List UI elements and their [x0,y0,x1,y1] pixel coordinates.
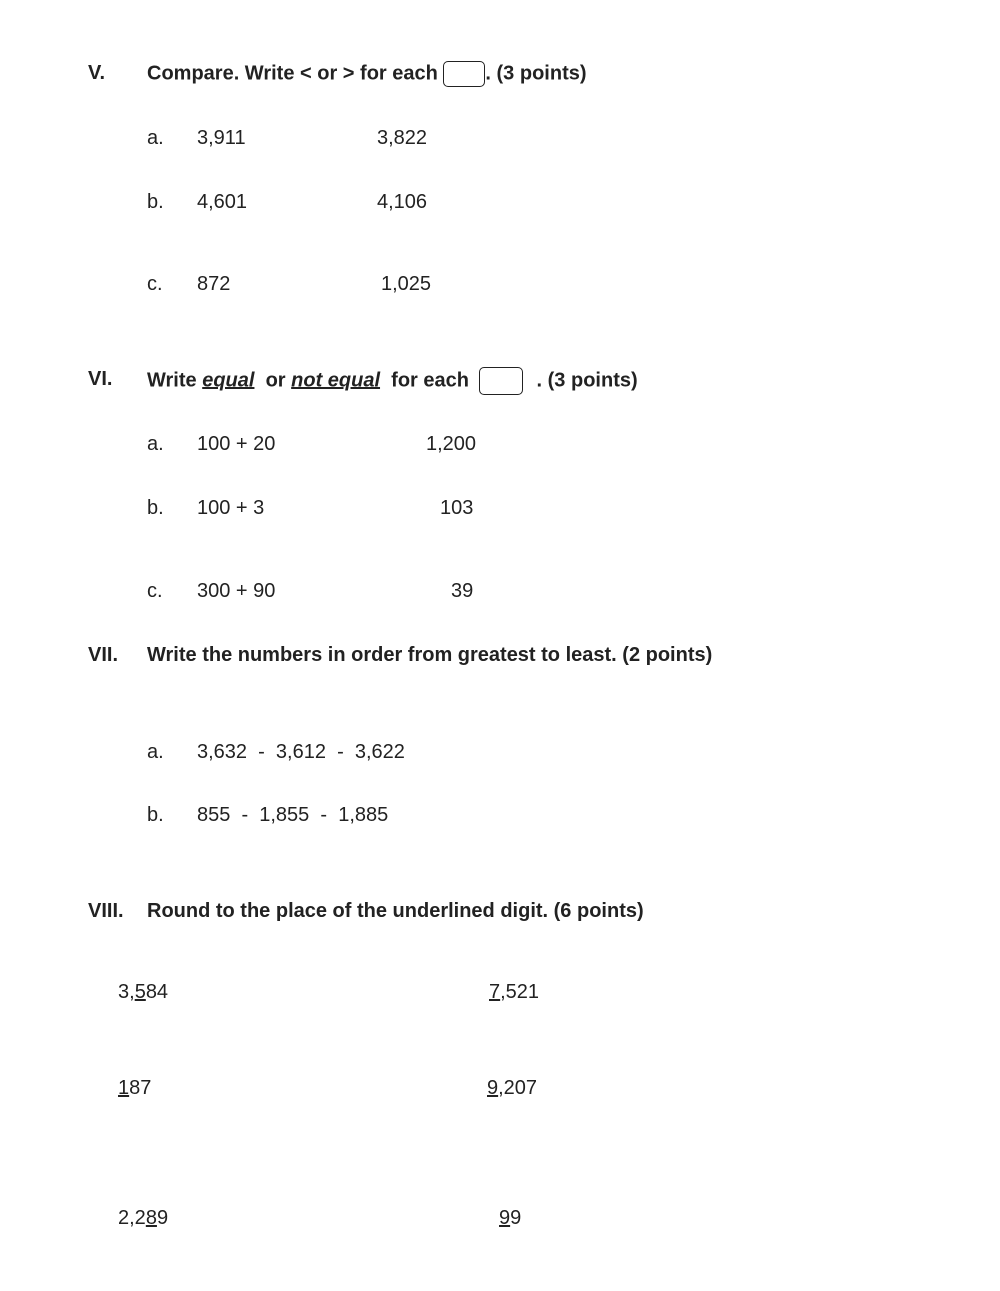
answer-box-sample [443,61,485,87]
number-part: ,521 [500,981,540,1003]
number-part: 9 [510,1207,522,1229]
item-label: c. [147,273,163,295]
rounding-number [489,980,539,1004]
compare-right: 3,822 [377,127,428,149]
item-label: c. [147,580,163,602]
compare-right: 1,025 [381,273,432,295]
item-label: b. [147,497,164,519]
section-v-instruction-text: Compare. Write < or > for each [147,62,438,85]
item-label: a. [147,127,164,149]
underlined-digit: 8 [145,1207,157,1229]
item-label: a. [147,433,164,455]
expression-left: 100 + 20 [197,433,276,455]
compare-left: 4,601 [197,191,248,213]
underlined-digit: 9 [499,1207,511,1229]
rounding-number [499,1206,521,1230]
expression-left: 100 + 3 [197,497,265,519]
section-v-points: . (3 points) [485,62,587,85]
or-word: or [265,369,286,392]
underlined-digit: 7 [489,981,501,1003]
number-part: 87 [129,1077,152,1099]
rounding-number [118,1206,168,1230]
section-vii-numeral: VII. [88,644,119,666]
number-part: ,207 [498,1077,538,1099]
section-vi-points: . (3 points) [536,369,638,392]
for-each-word: for each [391,369,469,392]
equal-word: equal [202,369,255,392]
compare-left: 3,911 [197,127,246,149]
underlined-digit: 5 [134,981,146,1003]
rounding-number [118,980,168,1004]
expression-right: 1,200 [426,433,477,455]
expression-left: 300 + 90 [197,580,276,602]
section-viii-numeral: VIII. [88,900,124,922]
section-vi-numeral: VI. [88,368,113,390]
section-vii-instruction: Write the numbers in order from greatest to least. (2 points) [147,644,713,666]
expression-right: 39 [451,580,474,602]
underlined-digit: 1 [118,1077,130,1099]
section-v-instruction [147,61,587,87]
item-label: b. [147,191,164,213]
section-vi-instruction [147,367,638,395]
number-part: 3, [118,981,135,1003]
section-viii-instruction: Round to the place of the underlined digit. (6 points) [147,900,644,922]
compare-left: 872 [197,273,231,295]
compare-right: 4,106 [377,191,428,213]
item-label: a. [147,741,164,763]
number-part: 84 [145,981,169,1003]
number-part: 2,2 [118,1207,146,1229]
expression-right: 103 [440,497,474,519]
item-label: b. [147,804,164,826]
number-sequence: 855 - 1,855 - 1,885 [197,804,389,826]
section-v-numeral: V. [88,62,106,84]
not-equal-word: not equal [291,369,381,392]
rounding-number [487,1076,537,1100]
write-word: Write [147,369,197,392]
answer-box-sample [479,367,523,395]
rounding-number [118,1076,151,1100]
number-sequence: 3,632 - 3,612 - 3,622 [197,741,405,763]
underlined-digit: 9 [487,1077,499,1099]
number-part: 9 [156,1207,169,1229]
